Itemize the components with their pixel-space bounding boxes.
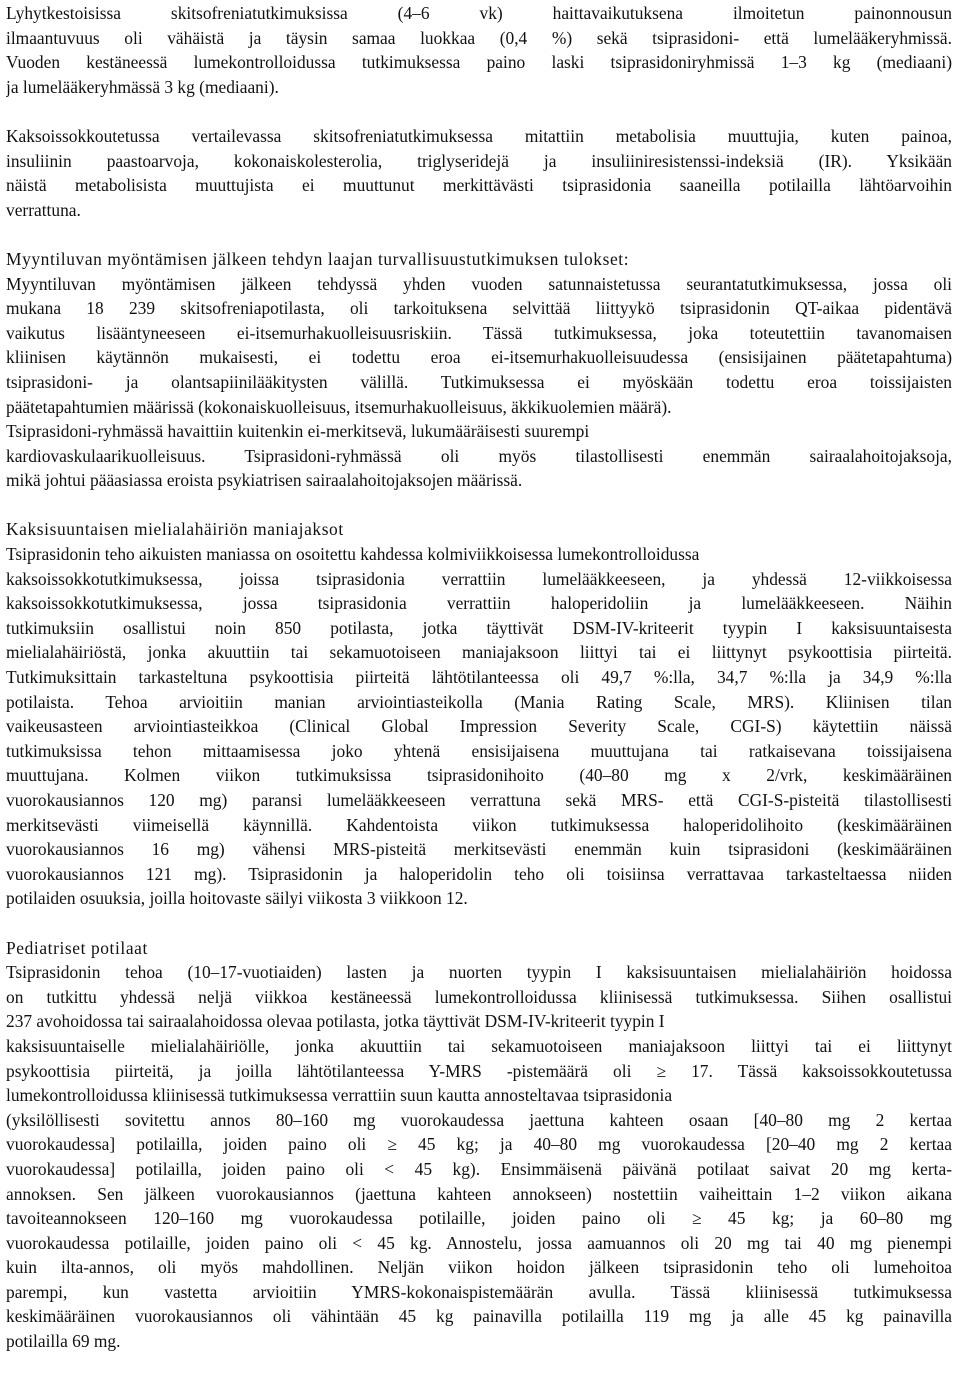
text-line: (yksilöllisesti sovitettu annos 80–160 mg vuorokaudessa jaettuna kahteen osaan [40–80 mg 2 kertaa	[6, 1109, 952, 1130]
text-line: muuttujana. Kolmen viikon tutkimuksissa tsiprasidonihoito (40–80 mg x 2/vrk, keskimääräinen	[6, 765, 952, 786]
paragraph-weight-gain	[6, 0, 952, 99]
text-line: tutkimuksiin osallistui noin 850 potilasta, jotka täyttivät DSM-IV-kriteerit tyypin I kaksisuuntaisesta	[6, 617, 952, 638]
text-line: kaksoissokkotutkimuksessa, jossa tsiprasidonia verrattiin haloperidoliin ja lumelääkkeeseen. Näihin	[6, 593, 952, 614]
text-line: potilaista. Tehoa arvioitiin manian arviointiasteikolla (Mania Rating Scale, MRS). Kliinisen tilan	[6, 691, 952, 712]
text-line: parempi, kun vastetta arvioitiin YMRS-kokonaispistemäärän avulla. Tässä kliinisessä tutkimuksessa	[6, 1281, 952, 1302]
text-line: on tutkittu yhdessä neljä viikkoa kestäneessä lumekontrolloidussa kliinisessä tutkimuksessa. Siihen osallistui	[6, 986, 952, 1007]
text-line: kaksisuuntaiselle mielialahäiriölle, jonka akuuttiin tai sekamuotoiseen maniajaksoon liittyi tai ei liittynyt	[6, 1035, 952, 1056]
text-line: kliinisen käytännön mukaisesti, ei todettu eroa ei-itsemurhakuolleisuudessa (ensisijainen päätetapahtuma)	[6, 347, 952, 368]
section-bipolar-mania	[6, 517, 952, 911]
text-line: Tsiprasidonin teho aikuisten maniassa on osoitettu kahdessa kolmiviikkoisessa lumekontrolloidussa	[6, 544, 700, 565]
text-line: mikä johtui pääasiassa eroista psykiatrisen sairaalahoitojaksojen määrissä.	[6, 470, 523, 491]
text-line: tavoiteannokseen 120–160 mg vuorokaudessa potilaille, joiden paino oli ≥ 45 kg; ja 60–80 mg	[6, 1208, 952, 1229]
text-line: Lyhytkestoisissa skitsofreniatutkimuksissa (4–6 vk) haittavaikutuksena ilmoitetun painonnousun	[6, 3, 952, 23]
paragraph-spacer	[6, 99, 952, 124]
text-line: insuliinin paastoarvoja, kokonaiskolesterolia, triglyseridejä ja insuliiniresistenssi-indeksiä (IR). Yksikään	[6, 150, 952, 171]
text-line: vuorokaudessa] potilailla, joiden paino oli ≥ 45 kg; ja 40–80 mg vuorokaudessa [20–40 mg 2 kertaa	[6, 1134, 952, 1155]
paragraph-spacer	[6, 222, 952, 247]
text-line: päätetapahtumien määrissä (kokonaiskuolleisuus, itsemurhakuolleisuus, äkkikuolemien määrä).	[6, 396, 672, 417]
text-line: vaikutus lisääntyneeseen ei-itsemurhakuolleisuusriskiin. Tässä tutkimuksessa, joka toteutettiin tavanomaisen	[6, 322, 952, 343]
text-line: Myyntiluvan myöntämisen jälkeen tehdyssä yhden vuoden satunnaistetussa seurantatutkimuksessa, jossa oli	[6, 273, 952, 294]
text-line: vuorokausiannos 121 mg). Tsiprasidonin ja haloperidolin teho oli toisiinsa verrattavaa tarkasteltaessa niiden	[6, 863, 952, 884]
text-line: psykoottisia piirteitä, ja joilla lähtötilanteessa Y-MRS -pistemäärä oli ≥ 17. Tässä kaksoissokkoutetussa	[6, 1060, 952, 1081]
text-line: vuorokausiannos 16 mg) vähensi MRS-pisteitä merkitsevästi enemmän kuin tsiprasidoni (keskimääräinen	[6, 839, 952, 860]
text-line: tutkimuksissa tehon mittaamisessa joko yhtenä ensisijaisena muuttujana tai ratkaisevana toissijaisena	[6, 740, 952, 761]
text-line: verrattuna.	[6, 199, 81, 220]
text-line: mukana 18 239 skitsofreniapotilasta, oli tarkoituksena selvittää liittyykö tsiprasidonin QT-aikaa pidentävä	[6, 298, 952, 319]
text-line: lumekontrolloidussa kliinisessä tutkimuksessa verrattiin suun kautta annosteltavaa tsiprasidonia	[6, 1085, 673, 1106]
text-line: potilailla 69 mg.	[6, 1331, 121, 1352]
section-heading: Kaksisuuntaisen mielialahäiriön maniajaksot	[6, 519, 344, 540]
text-line: potilaiden osuuksia, joilla hoitovaste säilyi viikosta 3 viikkoon 12.	[6, 888, 468, 909]
text-line: kuin ilta-annos, oli myös mahdollinen. Neljän viikon hoidon jälkeen tsiprasidonin teho oli lumehoitoa	[6, 1257, 952, 1278]
text-line: ilmaantuvuus oli vähäistä ja täysin samaa luokkaa (0,4 %) sekä tsiprasidoni- että lumelääkeryhmissä.	[6, 27, 952, 48]
text-line: Tsiprasidonin tehoa (10–17-vuotiaiden) lasten ja nuorten tyypin I kaksisuuntaisen mielialahäiriön hoidossa	[6, 962, 952, 983]
text-line: keskimääräinen vuorokausiannos oli vähintään 45 kg painavilla potilailla 119 mg ja alle 45 kg painavilla	[6, 1306, 952, 1327]
text-line: Kaksoissokkoutetussa vertailevassa skitsofreniatutkimuksessa mitattiin metabolisia muuttujia, kuten painoa,	[6, 125, 952, 146]
text-line: annoksen. Sen jälkeen vuorokausiannos (jaettuna kahteen annokseen) nostettiin vaiheittain 1–2 viikon aikana	[6, 1183, 952, 1204]
text-line: vuorokaudessa] potilailla, joiden paino oli < 45 kg). Ensimmäisenä päivänä potilaat saivat 20 mg kerta-	[6, 1158, 952, 1179]
text-line: Vuoden kestäneessä lumekontrolloidussa tutkimuksessa paino laski tsiprasidoniryhmissä 1–3 kg (mediaani)	[6, 52, 952, 73]
text-line: Tsiprasidoni-ryhmässä havaittiin kuitenkin ei-merkitsevä, lukumääräisesti suurempi	[6, 421, 590, 442]
text-line: vaikeusasteen arviointiasteikkoa (Clinical Global Impression Severity Scale, CGI-S) käytettiin näissä	[6, 716, 952, 737]
text-line: Tutkimuksittain tarkasteltuna psykoottisia piirteitä lähtötilanteessa oli 49,7 %:lla, 34,7 %:lla ja 34,9 %:lla	[6, 667, 952, 688]
section-postmarketing-study	[6, 247, 952, 493]
paragraph-spacer	[6, 493, 952, 518]
text-line: merkitsevästi viimeisellä käynnillä. Kahdentoista viikon tutkimuksessa haloperidolihoito (keskimääräinen	[6, 814, 952, 835]
section-pediatric-patients	[6, 936, 952, 1354]
text-line: näistä metabolisista muuttujista ei muuttunut merkittävästi tsiprasidonia saaneilla potilailla lähtöarvoihin	[6, 175, 952, 196]
section-heading: Myyntiluvan myöntämisen jälkeen tehdyn laajan turvallisuustutkimuksen tulokset:	[6, 248, 630, 269]
text-line: mielialahäiriöstä, jonka akuuttiin tai sekamuotoiseen maniajaksoon liittyi tai ei liittynyt psykoottisia piirteitä.	[6, 642, 952, 663]
text-line: vuorokausiannos 120 mg) paransi lumelääkkeeseen verrattuna sekä MRS- että CGI-S-pisteitä tilastollisesti	[6, 790, 952, 810]
section-heading: Pediatriset potilaat	[6, 937, 148, 958]
paragraph-spacer	[6, 911, 952, 936]
text-line: kaksoissokkotutkimuksessa, joissa tsiprasidonia verrattiin lumelääkkeeseen, ja yhdessä 12-viikkoisessa	[6, 568, 952, 589]
text-line: vuorokaudessa potilaille, joiden paino oli < 45 kg. Annostelu, jossa aamuannos oli 20 mg tai 40 mg pienempi	[6, 1232, 952, 1253]
text-line: 237 avohoidossa tai sairaalahoidossa olevaa potilasta, jotka täyttivät DSM-IV-kriteerit tyypin I	[6, 1011, 665, 1032]
text-line: tsiprasidoni- ja olantsapiinilääkitysten välillä. Tutkimuksessa ei myöskään todettu eroa toissijaisten	[6, 371, 952, 392]
text-line: kardiovaskulaarikuolleisuus. Tsiprasidoni-ryhmässä oli myös tilastollisesti enemmän sairaalahoitojaksoja,	[6, 445, 952, 466]
paragraph-metabolic-variables	[6, 124, 952, 222]
text-line: ja lumelääkeryhmässä 3 kg (mediaani).	[6, 76, 279, 97]
